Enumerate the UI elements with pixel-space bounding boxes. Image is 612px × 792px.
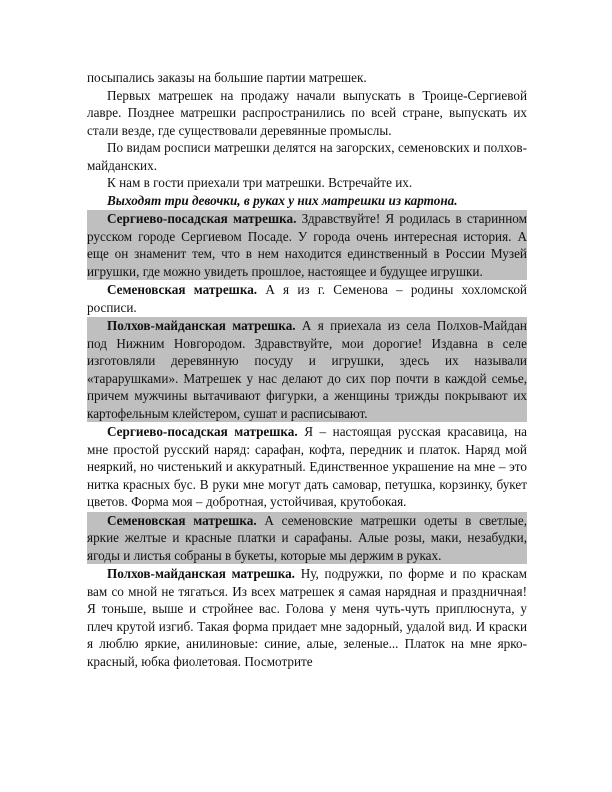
dialogue-semenov-1 bbox=[87, 281, 527, 316]
speaker-name: Полхов-майданская матрешка. bbox=[107, 318, 296, 333]
paragraph-3 bbox=[87, 139, 527, 174]
dialogue-text: А я приехала из села Полхов-Майдан под Нижним Новгородом. Здравствуйте, мои дорогие! Издавна в селе изготовляли деревянную посуду и игрушки, здесь их называли «тарарушками». Матрешек у нас делают до сих пор почти в каждой семье, причем мужчины вытачивают фигурки, а женщины трижды покрывают их картофельным клейстером, сушат и расписывают. bbox=[87, 318, 527, 421]
dialogue-sergiev-1 bbox=[87, 210, 527, 280]
paragraph-4 bbox=[87, 174, 527, 192]
dialogue-polkhov-2 bbox=[87, 565, 527, 670]
document-body bbox=[87, 69, 527, 670]
dialogue-text: Здравствуйте! Я родилась в старинном русском городе Сергиевом Посаде. У города очень интересная история. А еще он знаменит тем, что в нем находится единственный в России Музей игрушки, где можно увидеть прошлое, настоящее и будущее игрушки. bbox=[87, 211, 527, 279]
paragraph-1 bbox=[87, 69, 527, 87]
dialogue-polkhov-1 bbox=[87, 317, 527, 422]
paragraph-2 bbox=[87, 87, 527, 140]
speaker-name: Семеновская матрешка. bbox=[107, 282, 258, 297]
speaker-name: Семеновская матрешка. bbox=[107, 512, 257, 528]
dialogue-semenov-2 bbox=[87, 512, 527, 565]
paragraph-text: посыпались заказы на большие партии матрешек. bbox=[87, 70, 367, 85]
dialogue-text: А я из г. Семенова – родины хохломской росписи. bbox=[87, 282, 527, 315]
paragraph-text: Первых матрешек на продажу начали выпускать в Троице-Сергиевой лавре. Позднее матрешки распространились по всей стране, выпускать их стали везде, где существовали деревянные промыслы. bbox=[87, 87, 527, 138]
paragraph-text: По видам росписи матрешки делятся на загорских, семеновских и полхов-майданских. bbox=[87, 140, 527, 173]
speaker-name: Сергиево-посадская матрешка. bbox=[107, 211, 297, 226]
speaker-name: Полхов-майданская матрешка. bbox=[107, 566, 295, 581]
dialogue-text: Ну, подружки, по форме и по краскам вам со мной не тягаться. Из всех матрешек я самая нарядная и праздничная! Я тоньше, выше и стройнее вас. Голова у меня чуть-чуть приплюснута, у плеч крутой изгиб. Такая форма придает мне задорный, удалой вид. И краски я люблю яркие, анилиновые: синие, алые, зеленые... Платок на мне ярко-красный, юбка фиолетовая. Посмотрите bbox=[87, 566, 527, 669]
dialogue-text: Я – настоящая русская красавица, на мне простой русский наряд: сарафан, кофта, передник и платок. Наряд мой неяркий, но чистенький и аккуратный. Единственное украшение на мне – это нитка красных бус. В руки мне могут дать самовар, петушка, корзинку, букет цветов. Форма моя – добротная, устойчивая, крутобокая. bbox=[87, 424, 527, 509]
stage-direction-text: Выходят три девочки, в руках у них матрешки из картона. bbox=[107, 192, 458, 208]
paragraph-text: К нам в гости приехали три матрешки. Встречайте их. bbox=[107, 175, 413, 190]
dialogue-sergiev-2 bbox=[87, 423, 527, 511]
speaker-name: Сергиево-посадская матрешка. bbox=[107, 424, 298, 439]
stage-direction bbox=[87, 192, 527, 210]
dialogue-text: А семеновские матрешки одеты в светлые, яркие желтые и красные платки и сарафаны. Алые розы, маки, незабудки, ягоды и листья собраны в букеты, которые мы держим в руках. bbox=[87, 512, 527, 563]
